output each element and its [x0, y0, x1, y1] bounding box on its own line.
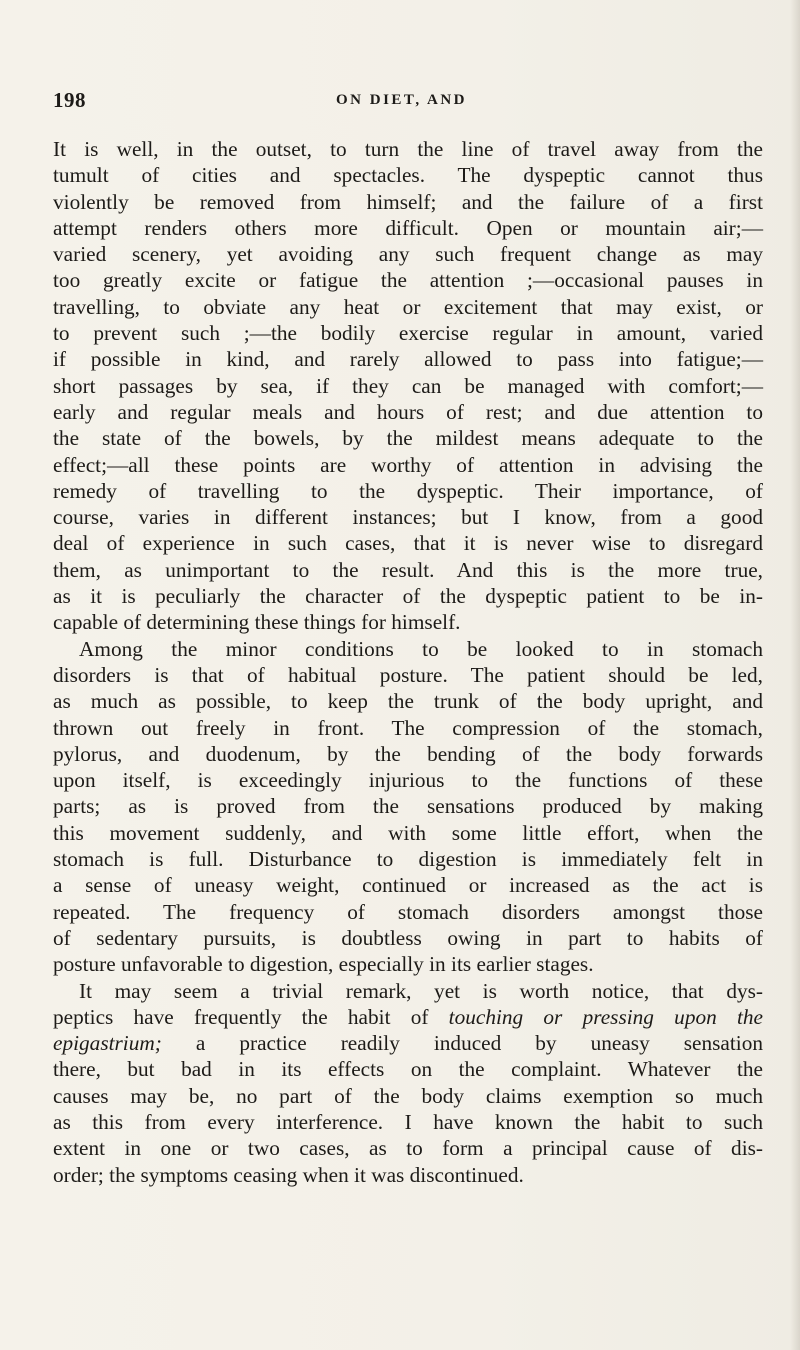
paragraph-posture [53, 636, 763, 978]
text-line: upon itself, is exceedingly injurious to the functions of these [53, 768, 763, 793]
text-line: It is well, in the outset, to turn the line of travel away from the [53, 137, 763, 161]
text-line: effect;—all these points are worthy of attention in advising the [53, 452, 763, 477]
text-line: course, varies in different instances; but I know, from a good [53, 505, 763, 530]
text-fragment: a practice readily induced by uneasy sensation [161, 1031, 763, 1056]
text-line: It may seem a trivial remark, yet is worth notice, that dys- [79, 978, 763, 1003]
text-line: repeated. The frequency of stomach disorders amongst those [53, 899, 763, 924]
text-line: remedy of travelling to the dyspeptic. Their importance, of [53, 478, 763, 503]
body-text [53, 136, 763, 1188]
paragraph-epigastrium [53, 978, 763, 1188]
text-line: posture unfavorable to digestion, especially in its earlier stages. [53, 952, 594, 977]
italic-phrase: touching or pressing upon the [448, 1004, 763, 1029]
text-line: this movement suddenly, and with some little effort, when the [53, 820, 763, 845]
text-line: deal of experience in such cases, that it is never wise to disregard [53, 531, 763, 556]
text-line: the state of the bowels, by the mildest means adequate to the [53, 426, 763, 451]
text-line: stomach is full. Disturbance to digestion is immediately felt in [53, 847, 763, 872]
text-line: pylorus, and duodenum, by the bending of the body forwards [53, 741, 763, 766]
text-line: parts; as is proved from the sensations produced by making [53, 794, 763, 819]
page-edge-shadow [790, 0, 800, 1350]
text-line: short passages by sea, if they can be managed with comfort;— [53, 373, 763, 398]
text-line: as it is peculiarly the character of the dyspeptic patient to be in- [53, 584, 763, 609]
text-fragment: peptics have frequently the habit of [53, 1004, 449, 1029]
text-line [53, 1004, 763, 1030]
text-line: them, as unimportant to the result. And this is the more true, [53, 557, 763, 582]
text-line: travelling, to obviate any heat or excitement that may exist, or [53, 294, 763, 319]
text-line: as much as possible, to keep the trunk of the body upright, and [53, 689, 763, 714]
text-line: too greatly excite or fatigue the attention ;—occasional pauses in [53, 268, 763, 293]
text-line: disorders is that of habitual posture. The patient should be led, [53, 662, 763, 687]
paragraph-travel [53, 136, 763, 636]
page-number: 198 [53, 88, 86, 112]
running-head: ON DIET, AND [336, 92, 467, 108]
page-header [53, 88, 763, 114]
text-line: early and regular meals and hours of rest; and due attention to [53, 399, 763, 424]
text-line: to prevent such ;—the bodily exercise regular in amount, varied [53, 321, 763, 346]
text-line: order; the symptoms ceasing when it was discontinued. [53, 1162, 524, 1187]
text-line [53, 1030, 763, 1056]
text-line: tumult of cities and spectacles. The dyspeptic cannot thus [53, 163, 763, 188]
text-line: Among the minor conditions to be looked to in stomach [79, 636, 763, 661]
italic-phrase: epigastrium; [53, 1031, 162, 1056]
text-line: there, but bad in its effects on the complaint. Whatever the [53, 1057, 763, 1082]
text-line: a sense of uneasy weight, continued or increased as the act is [53, 873, 763, 898]
text-line: as this from every interference. I have known the habit to such [53, 1109, 763, 1134]
text-line: of sedentary pursuits, is doubtless owing in part to habits of [53, 925, 763, 950]
text-line: violently be removed from himself; and the failure of a first [53, 189, 763, 214]
text-line: causes may be, no part of the body claims exemption so much [53, 1083, 763, 1108]
text-line: thrown out freely in front. The compression of the stomach, [53, 715, 763, 740]
text-line: attempt renders others more difficult. Open or mountain air;— [53, 215, 763, 240]
text-line: if possible in kind, and rarely allowed to pass into fatigue;— [53, 347, 763, 372]
text-line: varied scenery, yet avoiding any such frequent change as may [53, 242, 763, 267]
text-line: extent in one or two cases, as to form a principal cause of dis- [53, 1136, 763, 1161]
text-line: capable of determining these things for himself. [53, 610, 461, 635]
